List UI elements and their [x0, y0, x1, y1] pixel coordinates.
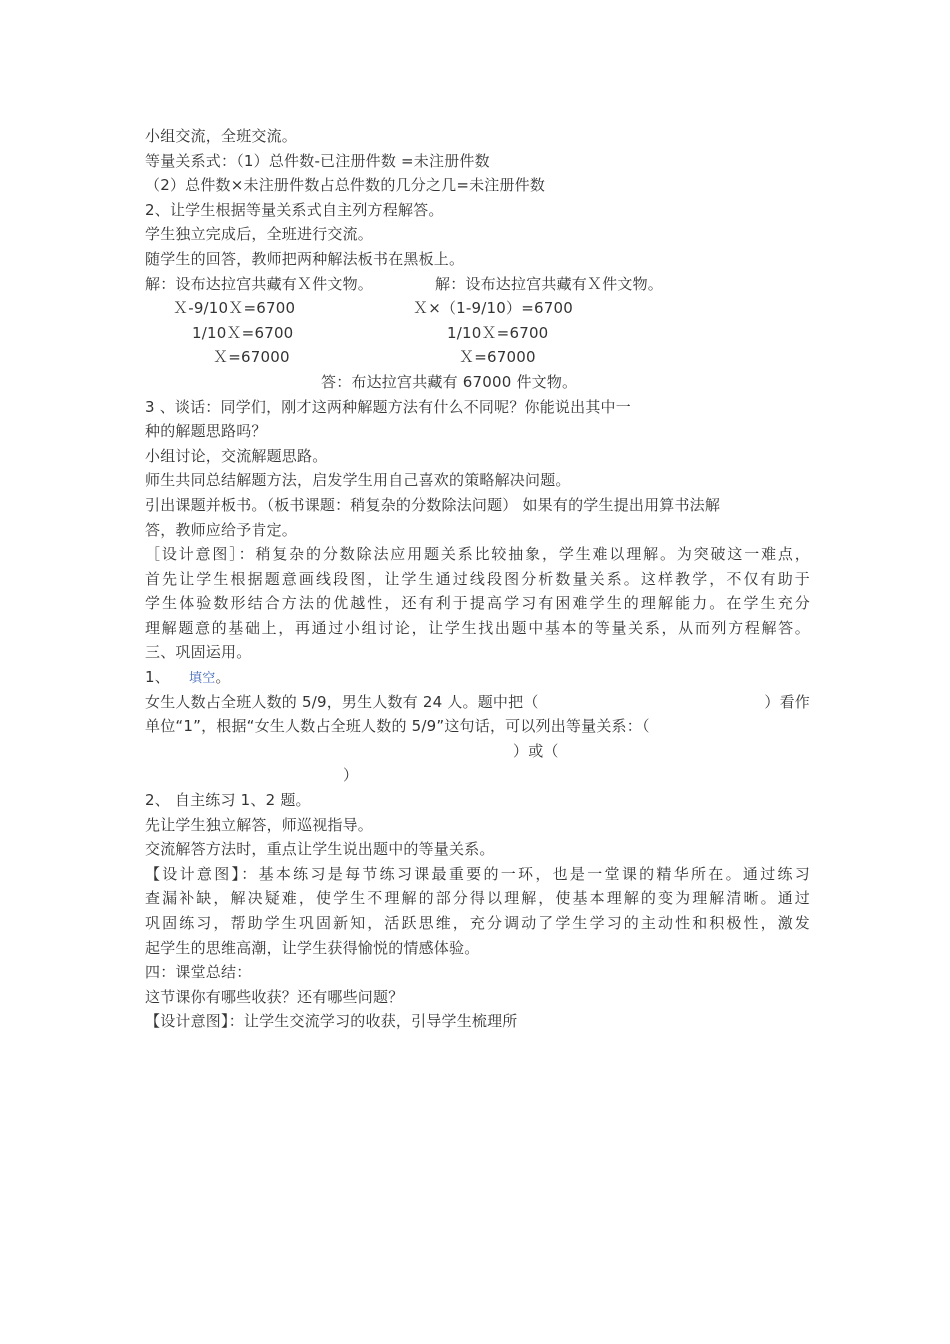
solution-left: Ｘ-9/10Ｘ=6700 — [173, 299, 296, 318]
text-line: 先让学生独立解答，师巡视指导。 — [145, 815, 374, 834]
blank-or: ）或（ — [513, 741, 559, 760]
blank-close: ） — [343, 766, 359, 785]
solution-row — [145, 321, 810, 346]
text-line: 学生体验数形结合方法的优越性，还有利于提高学习有困难学生的理解能力。在学生充分 — [145, 594, 810, 613]
text-line: 单位“1”，根据“女生人数占全班人数的 5/9”这句话，可以列出等量关系：（ — [145, 717, 650, 736]
fill-blank-link: 填空 — [189, 671, 216, 687]
document-body — [145, 124, 810, 1034]
text-line: 起学生的思维高潮，让学生获得愉悦的情感体验。 — [145, 938, 480, 957]
text-line: ［设计意图］：稍复杂的分数除法应用题关系比较抽象，学生难以理解。为突破这一难点， — [145, 545, 810, 564]
section-heading: 三、巩固运用。 — [145, 643, 252, 662]
solution-right: Ｘ×（1-9/10）=6700 — [413, 299, 573, 318]
solution-left: 1/10Ｘ=6700 — [192, 323, 294, 342]
solution-right: 解：设布达拉宫共藏有Ｘ件文物。 — [435, 274, 664, 293]
solution-row — [145, 345, 810, 370]
text-line: 学生独立完成后，全班进行交流。 — [145, 225, 374, 244]
text-line: 等量关系式：（1）总件数-已注册件数 =未注册件数 — [145, 151, 490, 170]
section-heading: 四：课堂总结： — [145, 963, 252, 982]
item-number: 1、 — [145, 668, 170, 687]
text-line: 2、 自主练习 1、2 题。 — [145, 791, 311, 810]
item-punct: 。 — [215, 668, 231, 687]
text-line: 引出课题并板书。（板书课题：稍复杂的分数除法问题） 如果有的学生提出用算书法解 — [145, 495, 721, 514]
text-line: 【设计意图】：基本练习是每节练习课最重要的一环，也是一堂课的精华所在。通过练习 — [145, 864, 810, 883]
text-line: 小组讨论，交流解题思路。 — [145, 446, 328, 465]
blank-line — [145, 739, 810, 764]
text-line: 理解题意的基础上，再通过小组讨论，让学生找出题中基本的等量关系，从而列方程解答。 — [145, 618, 810, 637]
solution-row — [145, 272, 810, 297]
exercise-line — [145, 690, 810, 715]
text-line: 师生共同总结解题方法，启发学生用自己喜欢的策略解决问题。 — [145, 471, 571, 490]
text-line: 2、让学生根据等量关系式自主列方程解答。 — [145, 200, 444, 219]
text-line: 查漏补缺，解决疑难，使学生不理解的部分得以理解，使基本理解的变为理解清晰。通过 — [145, 889, 810, 908]
solution-left: 解：设布达拉宫共藏有Ｘ件文物。 — [145, 274, 374, 293]
solution-row — [145, 296, 810, 321]
text-line: 交流解答方法时，重点让学生说出题中的等量关系。 — [145, 840, 495, 859]
text-line: 小组交流，全班交流。 — [145, 127, 298, 145]
text-line: 【设计意图】：让学生交流学习的收获，引导学生梳理所 — [145, 1012, 518, 1031]
text-line: （2）总件数×未注册件数占总件数的几分之几=未注册件数 — [145, 176, 546, 195]
text-line: 巩固练习，帮助学生巩固新知，活跃思维，充分调动了学生学习的主动性和积极性，激发 — [145, 914, 810, 932]
answer-text: 答：布达拉宫共藏有 67000 件文物。 — [321, 372, 578, 391]
answer-line — [145, 370, 810, 395]
text-line: 首先让学生根据题意画线段图，让学生通过线段图分析数量关系。这样教学，不仅有助于 — [145, 569, 810, 588]
text-line: 3 、谈话：同学们，刚才这两种解题方法有什么不同呢？你能说出其中一 — [145, 397, 631, 416]
exercise-text-end: ）看作 — [764, 692, 810, 711]
text-line: 这节课你有哪些收获？还有哪些问题？ — [145, 987, 404, 1006]
solution-left: Ｘ=67000 — [213, 348, 290, 367]
text-line: 随学生的回答，教师把两种解法板书在黑板上。 — [145, 249, 465, 268]
blank-line — [145, 763, 810, 788]
solution-right: 1/10Ｘ=6700 — [447, 323, 549, 342]
exercise-text: 女生人数占全班人数的 5/9，男生人数有 24 人。题中把（ — [145, 692, 539, 711]
exercise-item — [145, 665, 810, 690]
text-line: 答，教师应给予肯定。 — [145, 520, 298, 539]
text-line: 种的解题思路吗？ — [145, 422, 267, 441]
solution-right: Ｘ=67000 — [459, 348, 536, 367]
